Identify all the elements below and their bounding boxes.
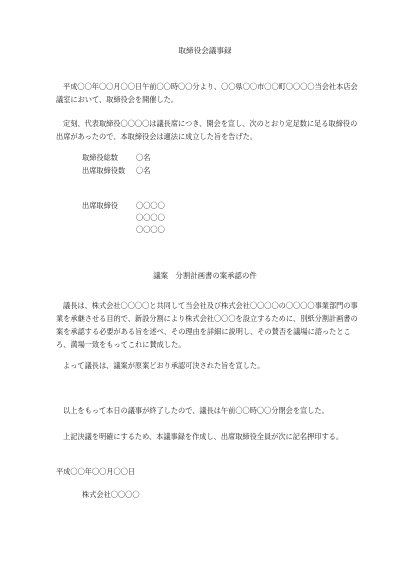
agenda-body: 議長は、株式会社〇〇〇〇と共同して当会社及び株式会社〇〇〇〇の〇〇〇〇事業部門の事業を承継させる目的で、新設分割により株式会社〇〇〇を設立するために、別紙分割計画書の案を承認する必要がある旨を述べ、その理由を詳細に説明し、その賛否を議場に諮ったところ、満場一致をもってこれに賛成した。 (56, 301, 358, 349)
director-total-value: 〇名 (136, 153, 151, 162)
attendees-label: 出席取締役 (82, 201, 118, 210)
attendee-name: 〇〇〇〇 (136, 201, 165, 210)
resolution-paragraph: よって議長は、議案が原案どおり承認可決された旨を宣した。 (63, 361, 265, 370)
quorum-paragraph: 定刻、代表取締役〇〇〇〇は議長席につき、開会を宣し、次のとおり定足数に足る取締役の出席があったので、本取締役会は適法に成立した旨を告げた。 (56, 119, 358, 141)
attendee-name: 〇〇〇〇 (136, 213, 165, 222)
opening-paragraph: 平成〇〇年〇〇月〇〇日午前〇〇時〇〇分より、〇〇県〇〇市〇〇町〇〇〇〇当会社本店会議室において、取締役会を開催した。 (56, 82, 358, 104)
agenda-title: 議案 分割計画書の案承認の件 (153, 271, 257, 280)
directors-present-value: 〇名 (136, 166, 151, 175)
certification-paragraph: 上記決議を明確にするため、本議事録を作成し、出席取締役全員が次に記名押印する。 (63, 432, 344, 441)
director-total-label: 取締役総数 (82, 153, 118, 162)
signature-date: 平成〇〇年〇〇月〇〇日 (56, 467, 136, 476)
directors-present-label: 出席取締役数 (82, 166, 126, 175)
document-title: 取締役会議事録 (178, 46, 232, 55)
company-name: 株式会社〇〇〇〇 (82, 490, 140, 499)
closing-paragraph: 以上をもって本日の議事が終了したので、議長は午前〇〇時〇〇分閉会を宣した。 (63, 406, 329, 415)
attendee-name: 〇〇〇〇 (136, 225, 165, 234)
